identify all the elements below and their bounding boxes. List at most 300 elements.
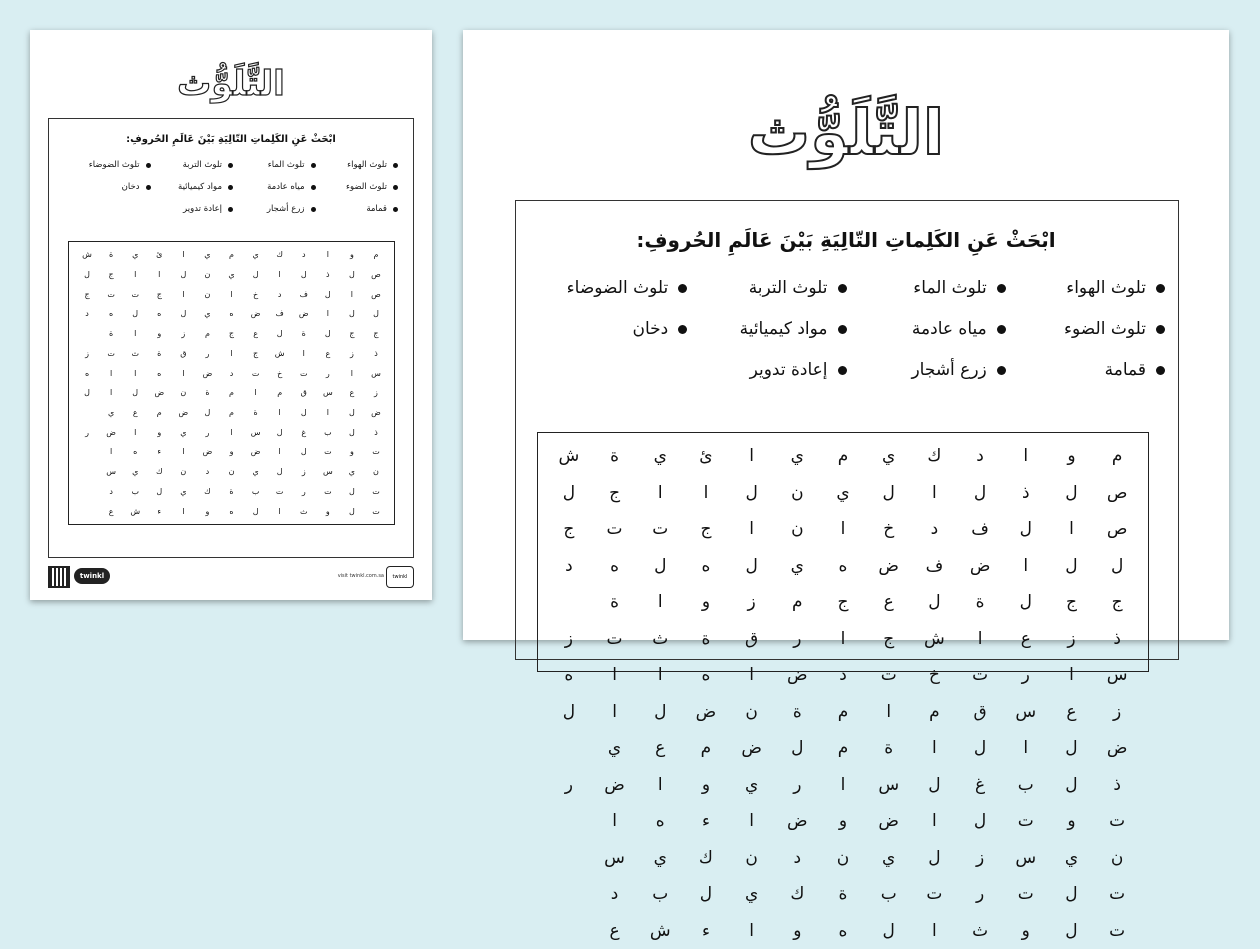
grid-cell: ا — [171, 363, 195, 383]
grid-cell: ا — [171, 442, 195, 462]
grid-cell: م — [195, 324, 219, 344]
grid-cell: ق — [729, 621, 775, 658]
grid-cell: ه — [546, 657, 592, 694]
grid-cell: د — [219, 363, 243, 383]
bullet-icon — [1156, 325, 1165, 334]
grid-cell: ي — [171, 482, 195, 502]
grid-cell: د — [912, 511, 958, 548]
grid-cell: ت — [99, 344, 123, 364]
bullet-icon — [678, 325, 687, 334]
grid-cell: ن — [774, 475, 820, 512]
grid-cell: ل — [546, 475, 592, 512]
grid-cell: ش — [123, 501, 147, 521]
grid-cell: ا — [171, 284, 195, 304]
grid-cell: و — [774, 913, 820, 949]
word-item — [151, 204, 234, 214]
grid-cell: ي — [637, 840, 683, 877]
grid-cell: م — [147, 403, 171, 423]
grid-cell: ة — [592, 584, 638, 621]
grid-cell: ا — [244, 383, 268, 403]
grid-cell: ا — [219, 344, 243, 364]
grid-cell: ي — [866, 840, 912, 877]
grid-cell: ا — [147, 265, 171, 285]
grid-cell: د — [957, 438, 1003, 475]
grid-cell: ا — [292, 344, 316, 364]
grid-cell: ة — [147, 344, 171, 364]
grid-cell: ك — [195, 482, 219, 502]
grid-cell: ت — [292, 363, 316, 383]
grid-cell: ي — [340, 462, 364, 482]
grid-cell: ش — [912, 621, 958, 658]
grid-cell: ع — [1003, 621, 1049, 658]
grid-cell: ا — [592, 657, 638, 694]
word-item — [68, 182, 151, 192]
grid-cell: ا — [171, 245, 195, 265]
grid-cell: ق — [957, 694, 1003, 731]
grid-cell — [75, 462, 99, 482]
word-label: تلوث الهواء — [347, 160, 387, 170]
footer-url: visit twinkl.com.sa — [338, 573, 384, 579]
grid-cell: ج — [364, 324, 388, 344]
grid-cell: ش — [268, 344, 292, 364]
grid-cell: ك — [268, 245, 292, 265]
grid-cell: ل — [637, 694, 683, 731]
word-label: تلوث الضوضاء — [89, 160, 140, 170]
grid-cell: ض — [171, 403, 195, 423]
grid-cell: م — [912, 694, 958, 731]
grid-cell: ز — [957, 840, 1003, 877]
grid-cell: ة — [774, 694, 820, 731]
grid-cell: ذ — [1094, 767, 1140, 804]
word-label: تلوث التربة — [183, 160, 222, 170]
grid-cell: ه — [820, 548, 866, 585]
grid-cell — [75, 482, 99, 502]
grid-cell: ة — [292, 324, 316, 344]
grid-cell: ل — [340, 403, 364, 423]
grid-cell: ت — [316, 482, 340, 502]
grid-cell — [546, 913, 592, 949]
grid-cell: ه — [147, 304, 171, 324]
grid-cell: س — [364, 363, 388, 383]
grid-cell: ر — [195, 422, 219, 442]
grid-cell: ا — [171, 501, 195, 521]
grid-cell: ت — [592, 511, 638, 548]
grid-cell: ذ — [364, 422, 388, 442]
grid-cell: ا — [729, 913, 775, 949]
grid-cell: ت — [316, 442, 340, 462]
grid-cell: ت — [1094, 913, 1140, 949]
grid-cell — [546, 876, 592, 913]
grid-cell: و — [683, 584, 729, 621]
grid-cell: ض — [99, 422, 123, 442]
word-item — [687, 319, 846, 339]
grid-cell: ث — [292, 501, 316, 521]
grid-cell: ب — [637, 876, 683, 913]
grid-cell: ل — [1003, 584, 1049, 621]
grid-cell: ص — [1094, 511, 1140, 548]
word-label: إعادة تدوير — [750, 360, 828, 380]
letter-grid — [537, 432, 1149, 672]
grid-cell: ذ — [364, 344, 388, 364]
grid-cell: ي — [99, 403, 123, 423]
grid-cell: خ — [912, 657, 958, 694]
grid-cell: ا — [268, 265, 292, 285]
grid-cell: ل — [912, 584, 958, 621]
grid-cell: ل — [1049, 475, 1095, 512]
grid-cell: ا — [99, 363, 123, 383]
grid-cell: ذ — [316, 265, 340, 285]
grid-cell: ب — [316, 422, 340, 442]
grid-cell: ت — [364, 442, 388, 462]
grid-cell: ج — [546, 511, 592, 548]
grid-cell: ع — [123, 403, 147, 423]
word-label: تلوث الضوء — [1064, 319, 1146, 339]
grid-cell: ف — [292, 284, 316, 304]
grid-cell: ا — [1049, 511, 1095, 548]
grid-cell: ا — [99, 442, 123, 462]
grid-cell: ج — [99, 265, 123, 285]
grid-cell: ق — [171, 344, 195, 364]
grid-cell: ف — [912, 548, 958, 585]
grid-cell — [546, 730, 592, 767]
grid-cell: ل — [340, 501, 364, 521]
grid-cell: م — [268, 383, 292, 403]
grid-cell: ع — [637, 730, 683, 767]
grid-cell: خ — [244, 284, 268, 304]
grid-cell: ا — [637, 657, 683, 694]
grid-cell: ل — [123, 304, 147, 324]
grid-cell: ا — [1049, 657, 1095, 694]
grid-cell: ص — [364, 265, 388, 285]
grid-cell: و — [820, 803, 866, 840]
grid-cell: ا — [683, 475, 729, 512]
grid-cell: د — [774, 840, 820, 877]
word-label: دخان — [633, 319, 669, 339]
bullet-icon — [393, 185, 398, 190]
grid-cell: ر — [774, 767, 820, 804]
grid-cell: ه — [683, 548, 729, 585]
word-label: تلوث الماء — [913, 278, 986, 298]
grid-cell: م — [219, 383, 243, 403]
grid-cell: ي — [1049, 840, 1095, 877]
grid-cell: ا — [340, 363, 364, 383]
grid-cell: س — [1003, 840, 1049, 877]
grid-cell: ث — [123, 344, 147, 364]
grid-cell: ن — [729, 694, 775, 731]
grid-cell: د — [820, 657, 866, 694]
grid-cell: ل — [340, 265, 364, 285]
grid-cell: ه — [123, 442, 147, 462]
grid-cell: ذ — [1003, 475, 1049, 512]
grid-cell: ا — [316, 245, 340, 265]
grid-cell: ض — [1094, 730, 1140, 767]
grid-cell: ة — [683, 621, 729, 658]
grid-cell: ا — [912, 913, 958, 949]
grid-cell: ل — [123, 383, 147, 403]
grid-cell: س — [99, 462, 123, 482]
grid-cell: ي — [820, 475, 866, 512]
grid-cell: ا — [1003, 438, 1049, 475]
grid-cell: غ — [292, 422, 316, 442]
grid-cell: ل — [195, 403, 219, 423]
bullet-icon — [311, 207, 316, 212]
grid-cell: ا — [340, 284, 364, 304]
grid-cell: ا — [268, 442, 292, 462]
grid-cell: ه — [820, 913, 866, 949]
grid-cell: ج — [75, 284, 99, 304]
grid-cell: ل — [729, 548, 775, 585]
grid-cell: ل — [774, 730, 820, 767]
grid-cell: ئ — [147, 245, 171, 265]
grid-cell: ن — [195, 265, 219, 285]
grid-cell: ي — [195, 245, 219, 265]
grid-cell: ل — [268, 422, 292, 442]
word-label: إعادة تدوير — [183, 204, 222, 214]
twinkl-logo: twinkl — [74, 568, 110, 584]
word-item — [528, 278, 687, 298]
word-label: مياه عادمة — [267, 182, 304, 192]
grid-cell: ا — [99, 383, 123, 403]
grid-cell: ا — [912, 475, 958, 512]
word-item — [316, 204, 399, 214]
grid-cell: ن — [171, 383, 195, 403]
grid-cell: و — [219, 442, 243, 462]
grid-cell: ت — [244, 363, 268, 383]
grid-cell: ف — [268, 304, 292, 324]
grid-cell: ض — [147, 383, 171, 403]
grid-cell: ل — [1049, 730, 1095, 767]
grid-cell — [75, 501, 99, 521]
grid-cell: ر — [1003, 657, 1049, 694]
grid-cell: ت — [592, 621, 638, 658]
grid-cell: ا — [820, 767, 866, 804]
grid-cell: ه — [219, 304, 243, 324]
grid-cell: ا — [592, 694, 638, 731]
grid-cell: ل — [912, 840, 958, 877]
grid-cell: ا — [123, 363, 147, 383]
grid-cell: ب — [244, 482, 268, 502]
grid-cell: ا — [316, 403, 340, 423]
grid-cell: ا — [729, 438, 775, 475]
grid-cell: ي — [729, 876, 775, 913]
word-label: قمامة — [1105, 360, 1146, 380]
word-item — [151, 182, 234, 192]
grid-cell: ب — [1003, 767, 1049, 804]
grid-cell: ا — [316, 304, 340, 324]
grid-cell: ز — [729, 584, 775, 621]
bullet-icon — [838, 284, 847, 293]
grid-cell: ي — [774, 548, 820, 585]
grid-cell: ي — [123, 245, 147, 265]
grid-cell: ز — [546, 621, 592, 658]
grid-cell: ت — [1094, 803, 1140, 840]
grid-cell: و — [147, 324, 171, 344]
grid-cell: ت — [364, 482, 388, 502]
grid-cell — [546, 803, 592, 840]
thumbnail-page[interactable] — [30, 30, 432, 600]
grid-cell: ل — [316, 324, 340, 344]
grid-cell: ع — [1049, 694, 1095, 731]
grid-cell: ز — [1094, 694, 1140, 731]
grid-cell: ة — [820, 876, 866, 913]
word-label: مياه عادمة — [912, 319, 987, 339]
grid-cell: ز — [75, 344, 99, 364]
grid-cell: ض — [866, 548, 912, 585]
grid-cell: ذ — [1094, 621, 1140, 658]
grid-cell: د — [292, 245, 316, 265]
grid-cell: و — [1049, 803, 1095, 840]
grid-cell: ي — [219, 265, 243, 285]
word-item — [1006, 278, 1165, 298]
grid-cell: و — [316, 501, 340, 521]
grid-cell: ز — [292, 462, 316, 482]
grid-cell: ع — [340, 383, 364, 403]
grid-cell: و — [340, 442, 364, 462]
grid-cell: ل — [244, 265, 268, 285]
grid-cell: ث — [957, 913, 1003, 949]
grid-cell: ت — [364, 501, 388, 521]
grid-cell: ض — [957, 548, 1003, 585]
grid-cell: ل — [729, 475, 775, 512]
bullet-icon — [393, 207, 398, 212]
grid-cell: ء — [683, 803, 729, 840]
grid-cell: ل — [340, 422, 364, 442]
grid-cell: ل — [171, 304, 195, 324]
grid-cell: ش — [546, 438, 592, 475]
grid-cell: ز — [364, 383, 388, 403]
grid-cell: ن — [1094, 840, 1140, 877]
word-label: زرع أشجار — [911, 360, 986, 380]
main-page — [463, 30, 1229, 640]
grid-cell: ي — [774, 438, 820, 475]
grid-cell: ل — [316, 284, 340, 304]
word-item — [1006, 319, 1165, 339]
grid-cell: ر — [316, 363, 340, 383]
grid-cell: ع — [592, 913, 638, 949]
grid-cell: ه — [99, 304, 123, 324]
word-list — [68, 160, 398, 214]
grid-cell: س — [316, 462, 340, 482]
grid-cell: ع — [316, 344, 340, 364]
grid-cell: ل — [364, 304, 388, 324]
page-footer — [30, 560, 432, 600]
grid-cell: ة — [99, 324, 123, 344]
grid-cell: ل — [1049, 876, 1095, 913]
grid-cell: م — [774, 584, 820, 621]
page-title: التَّلَوُّث — [463, 96, 1229, 169]
grid-cell: ل — [268, 462, 292, 482]
grid-cell: م — [219, 403, 243, 423]
grid-cell: ا — [729, 511, 775, 548]
grid-cell: ل — [75, 383, 99, 403]
grid-cell — [75, 324, 99, 344]
grid-cell: ض — [195, 442, 219, 462]
grid-cell: ل — [75, 265, 99, 285]
grid-cell — [546, 840, 592, 877]
grid-cell: ض — [866, 803, 912, 840]
grid-cell: ت — [1094, 876, 1140, 913]
grid-cell: و — [195, 501, 219, 521]
grid-cell: ل — [244, 501, 268, 521]
grid-cell: ي — [195, 304, 219, 324]
word-item — [687, 278, 846, 298]
grid-cell: ه — [637, 803, 683, 840]
grid-cell — [75, 403, 99, 423]
grid-cell: ن — [219, 462, 243, 482]
grid-cell: ل — [147, 482, 171, 502]
word-item — [847, 360, 1006, 380]
grid-cell: د — [546, 548, 592, 585]
grid-cell: ج — [219, 324, 243, 344]
word-label: تلوث الماء — [268, 160, 305, 170]
grid-cell: س — [244, 422, 268, 442]
grid-cell: ن — [820, 840, 866, 877]
word-label: تلوث الضوضاء — [567, 278, 669, 298]
grid-cell: ت — [123, 284, 147, 304]
grid-cell: ر — [292, 482, 316, 502]
word-item — [528, 319, 687, 339]
bullet-icon — [228, 163, 233, 168]
grid-cell: ة — [957, 584, 1003, 621]
bullet-icon — [311, 185, 316, 190]
grid-cell: ل — [1049, 767, 1095, 804]
word-item — [316, 160, 399, 170]
grid-cell — [75, 442, 99, 462]
grid-cell: ه — [683, 657, 729, 694]
grid-cell: ي — [729, 767, 775, 804]
grid-cell: ن — [729, 840, 775, 877]
grid-cell: ت — [637, 511, 683, 548]
grid-cell: ل — [171, 265, 195, 285]
grid-cell: ا — [268, 403, 292, 423]
grid-cell: و — [1003, 913, 1049, 949]
instruction-text: ابْحَثْ عَنِ الكَلِماتِ التّالِيَةِ بَيْنَ عَالَمِ الحُروفِ: — [30, 134, 432, 145]
grid-cell: ش — [75, 245, 99, 265]
grid-cell: م — [820, 730, 866, 767]
grid-cell: ة — [592, 438, 638, 475]
grid-cell: ي — [866, 438, 912, 475]
grid-cell: م — [1094, 438, 1140, 475]
grid-cell: ر — [75, 422, 99, 442]
grid-cell: ل — [292, 442, 316, 462]
grid-cell: ا — [123, 265, 147, 285]
grid-cell: ا — [957, 621, 1003, 658]
word-list — [528, 278, 1165, 380]
grid-cell: ش — [637, 913, 683, 949]
grid-cell: ل — [546, 694, 592, 731]
grid-cell: ت — [912, 876, 958, 913]
grid-cell: س — [1003, 694, 1049, 731]
word-label: مواد كيميائية — [178, 182, 222, 192]
word-label: تلوث التربة — [749, 278, 828, 298]
grid-cell: ا — [866, 694, 912, 731]
grid-cell: ض — [364, 403, 388, 423]
grid-cell: ب — [123, 482, 147, 502]
grid-cell: ت — [1003, 803, 1049, 840]
grid-cell: ن — [195, 284, 219, 304]
grid-cell: ض — [729, 730, 775, 767]
grid-cell: ف — [957, 511, 1003, 548]
grid-cell: ر — [546, 767, 592, 804]
grid-cell: ض — [244, 304, 268, 324]
grid-cell: م — [683, 730, 729, 767]
grid-cell: ت — [99, 284, 123, 304]
word-item — [233, 160, 316, 170]
word-item — [68, 160, 151, 170]
grid-cell: خ — [268, 363, 292, 383]
grid-cell: ج — [147, 284, 171, 304]
grid-cell: م — [219, 245, 243, 265]
